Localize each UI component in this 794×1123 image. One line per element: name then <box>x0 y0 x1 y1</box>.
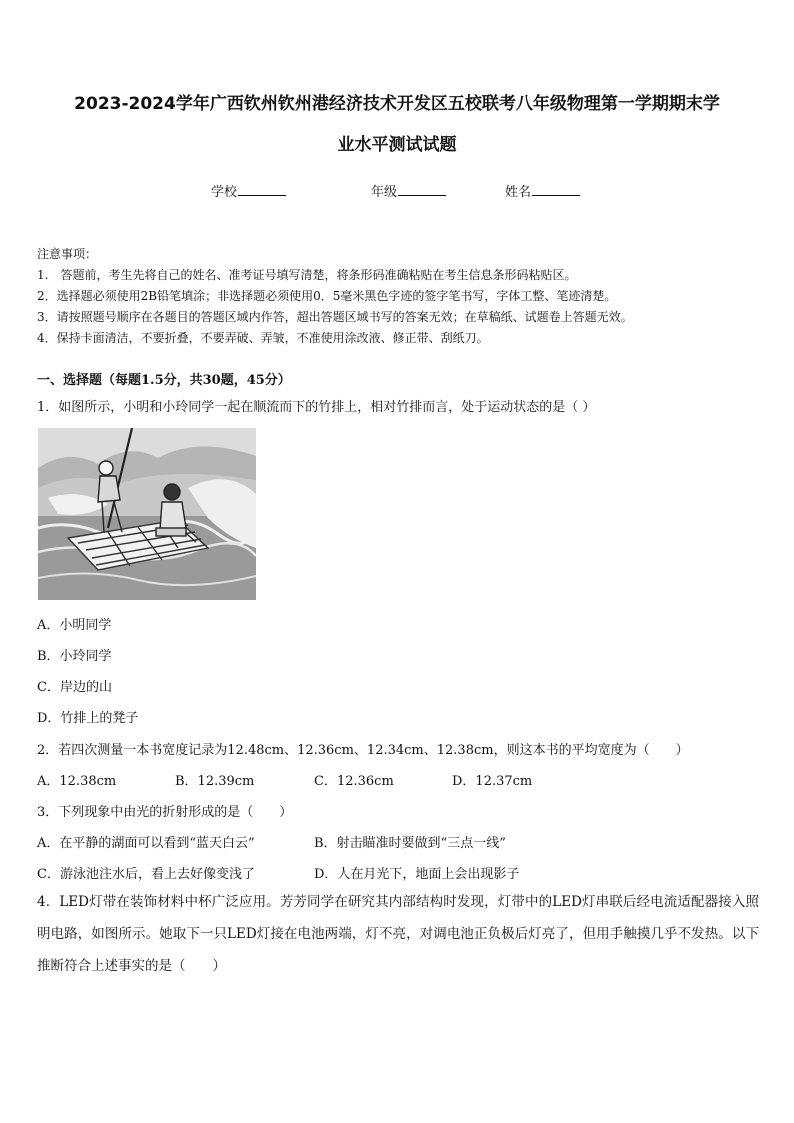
school-blank <box>238 182 286 196</box>
question-3-stem: 3．下列现象中由光的折射形成的是（ ） <box>37 805 293 820</box>
q1-option-d: D．竹排上的凳子 <box>37 711 139 726</box>
name-blank <box>532 182 580 196</box>
question-4-stem: 4．LED灯带在装饰材料中杯广泛应用。芳芳同学在研究其内部结构时发现，灯带中的LED灯串联后经电流适配器接入照明电路，如图所示。她取下一只LED灯接在电池两端，灯不亮，对调电池正负极后灯亮了，但用手触摸几乎不发热。以下推断符合上述事实的是（ ） <box>37 894 759 974</box>
raft-illustration <box>38 428 256 600</box>
q3-option-c: C．游泳池注水后，看上去好像变浅了 <box>37 867 255 882</box>
q3-option-b: B．射击瞄准时要做到“三点一线” <box>314 836 506 851</box>
note-item-1: 1. 答题前，考生先将自己的姓名、准考证号填写清楚，将条形码准确粘贴在考生信息条形码粘贴区。 <box>37 268 577 282</box>
raft-scene-image <box>38 428 256 600</box>
q3-option-d: D．人在月光下，地面上会出现影子 <box>314 867 520 882</box>
q3-option-a: A．在平静的湖面可以看到“蓝天白云” <box>37 836 255 851</box>
name-field <box>505 181 580 200</box>
question-1-stem: 1．如图所示，小明和小玲同学一起在顺流而下的竹排上，相对竹排而言，处于运动状态的是（ ） <box>37 400 596 415</box>
page-title-line1: 2023-2024学年广西钦州钦州港经济技术开发区五校联考八年级物理第一学期期末学 <box>74 94 720 114</box>
q1-option-a: A．小明同学 <box>37 618 112 633</box>
note-item-4: 4．保持卡面清洁，不要折叠，不要弄破、弄皱，不准使用涂改液、修正带、刮纸刀。 <box>37 331 489 345</box>
note-item-2: 2．选择题必须使用2B铅笔填涂；非选择题必须使用0．5毫米黑色字迹的签字笔书写，字体工整、笔迹清楚。 <box>37 289 617 303</box>
q2-option-c: C．12.36cm <box>314 774 394 789</box>
school-field <box>211 181 286 200</box>
q2-option-b: B．12.39cm <box>175 774 255 789</box>
school-label: 学校 <box>211 185 238 200</box>
q2-option-a: A．12.38cm <box>37 774 117 789</box>
q1-option-b: B．小玲同学 <box>37 649 112 664</box>
grade-blank <box>398 182 446 196</box>
grade-field <box>371 181 446 200</box>
question-2-stem: 2．若四次测量一本书宽度记录为12.48cm、12.36cm、12.34cm、12.38cm，则这本书的平均宽度为（ ） <box>37 743 689 758</box>
name-label: 姓名 <box>505 185 532 200</box>
note-item-3: 3．请按照题号顺序在各题目的答题区域内作答，超出答题区域书写的答案无效；在草稿纸、试题卷上答题无效。 <box>37 310 633 324</box>
q1-option-c: C．岸边的山 <box>37 680 112 695</box>
grade-label: 年级 <box>371 185 398 200</box>
q2-option-d: D．12.37cm <box>452 774 533 789</box>
page-title-line2: 业水平测试试题 <box>337 135 457 155</box>
notes-heading: 注意事项： <box>37 247 98 261</box>
section-heading: 一、选择题（每题1.5分，共30题，45分） <box>37 373 291 388</box>
